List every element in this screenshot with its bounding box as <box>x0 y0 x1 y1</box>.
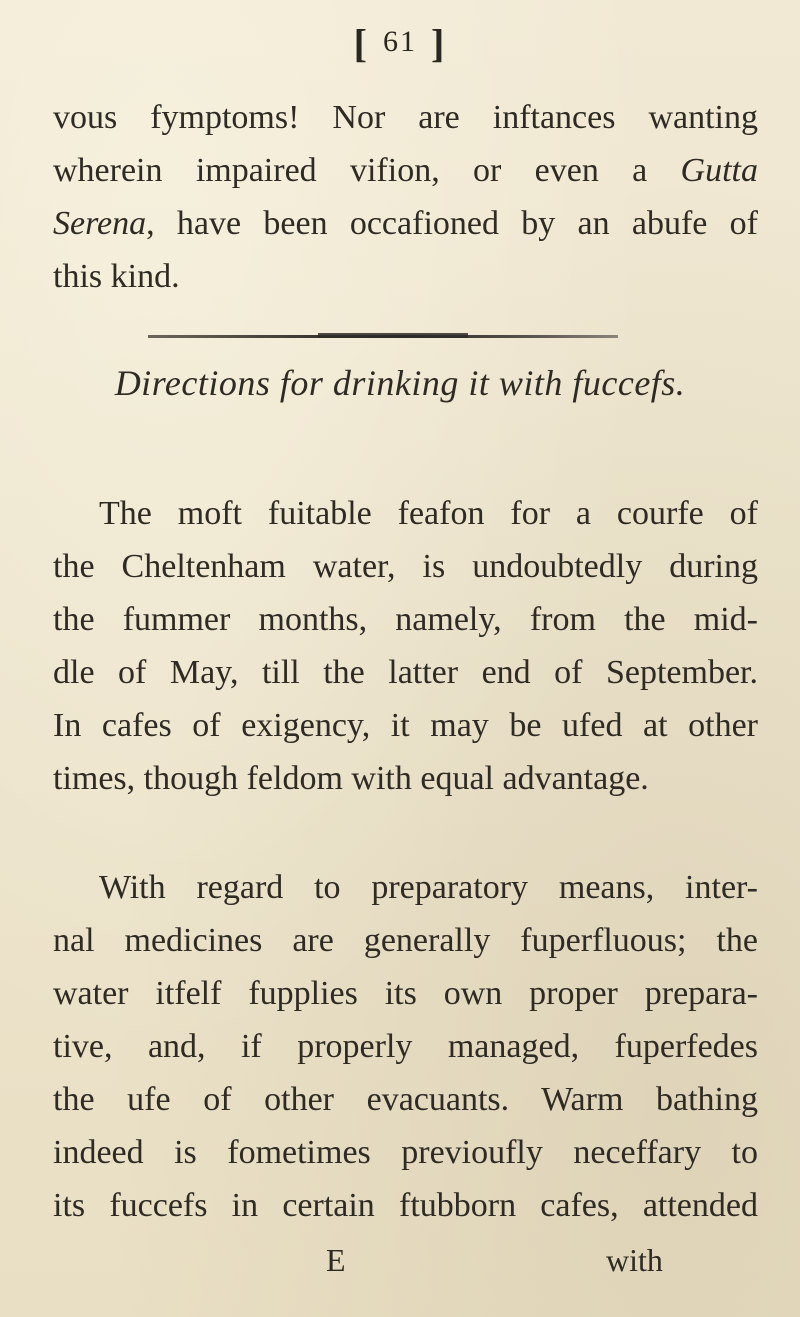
text-line <box>53 151 758 191</box>
text-line: times, though feldom with equal advantage. <box>53 760 649 797</box>
header-right-bracket: ] <box>431 21 447 66</box>
header-left-bracket: [ <box>353 21 369 66</box>
text-line: With regard to preparatory means, inter- <box>99 869 758 906</box>
text-line: dle of May, till the latter end of September. <box>53 654 758 691</box>
page-header <box>0 20 800 67</box>
section-divider-ornament <box>318 333 468 338</box>
text-fragment: Serena, have been occafioned by an abufe of <box>53 205 758 242</box>
page-number: 61 <box>383 25 417 58</box>
signature-mark: E <box>326 1242 346 1278</box>
text-line: its fuccefs in certain ftubborn cafes, attended <box>53 1187 758 1224</box>
section-heading: Directions for drinking it with fuccefs. <box>114 363 686 403</box>
text-line: the Cheltenham water, is undoubtedly during <box>53 548 758 585</box>
text-line: the fummer months, namely, from the mid- <box>53 601 758 638</box>
text-line: The moft fuitable feafon for a courfe of <box>99 495 758 532</box>
text-line <box>53 204 758 244</box>
text-fragment: wherein impaired vifion, or even a Gutta <box>53 152 758 189</box>
catchword: with <box>606 1242 663 1278</box>
text-line: the ufe of other evacuants. Warm bathing <box>53 1081 758 1118</box>
italic-term: Gutta <box>680 152 758 189</box>
text-line: In cafes of exigency, it may be ufed at other <box>53 707 758 744</box>
text-line: vous fymptoms! Nor are inftances wanting <box>53 99 758 136</box>
text-line: tive, and, if properly managed, fuperfedes <box>53 1028 758 1065</box>
text-line: indeed is fometimes previoufly neceffary to <box>53 1134 758 1171</box>
text-line: this kind. <box>53 258 180 295</box>
text-line: nal medicines are generally fuperfluous; the <box>53 922 758 959</box>
text-line: water itfelf fupplies its own proper prepara- <box>53 975 758 1012</box>
italic-term: Serena <box>53 205 147 242</box>
